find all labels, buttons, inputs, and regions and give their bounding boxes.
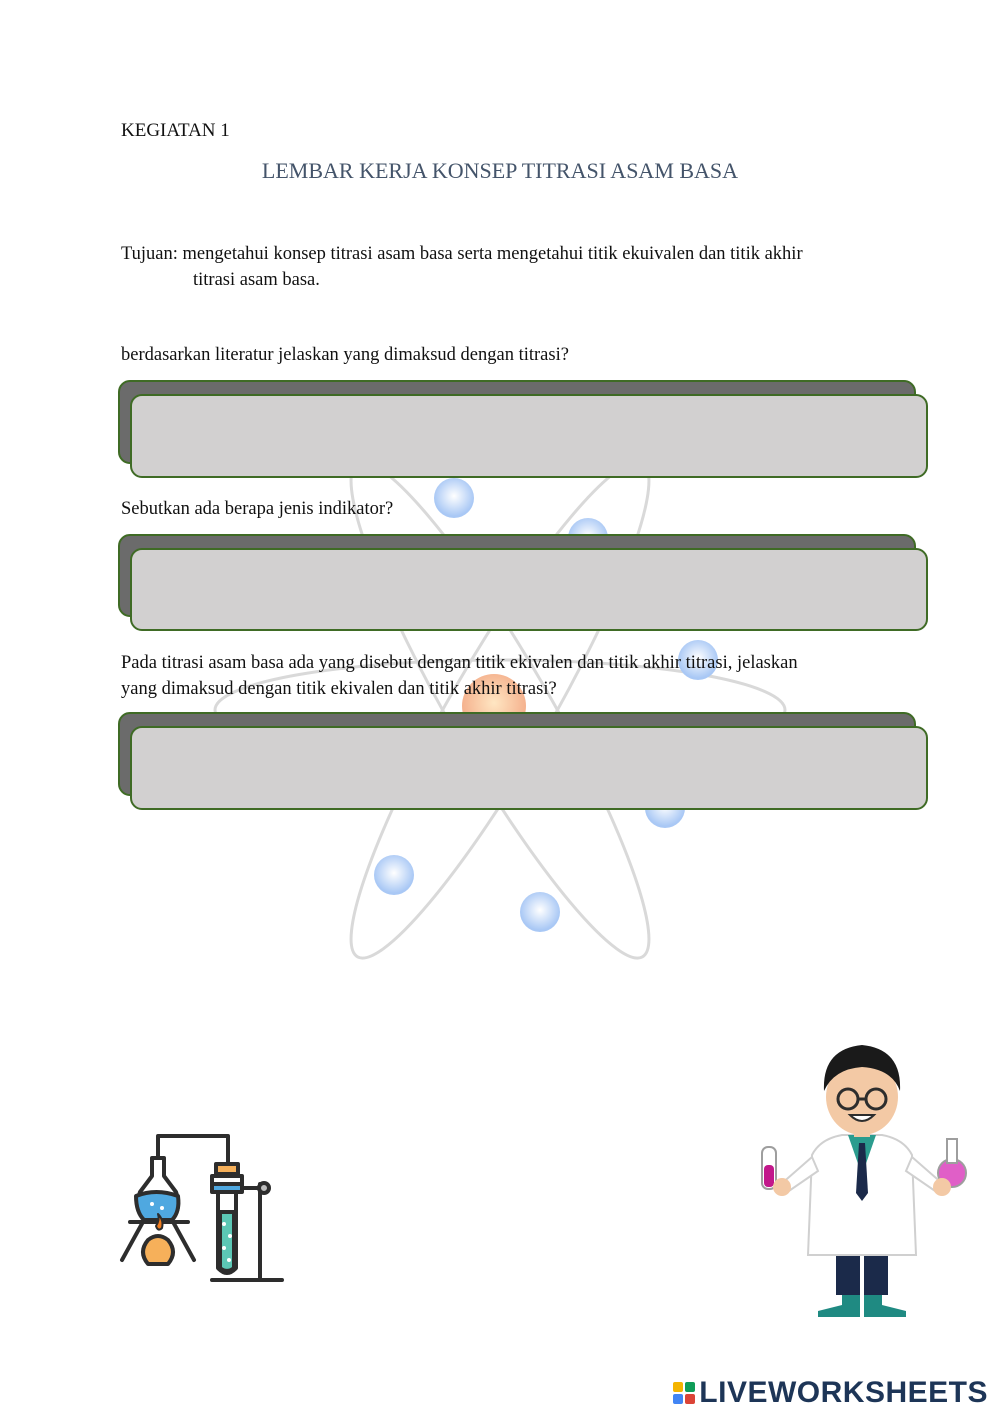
liveworksheets-brand: [673, 1376, 988, 1410]
answer-box-1[interactable]: [130, 394, 928, 478]
page-title: LEMBAR KERJA KONSEP TITRASI ASAM BASA: [261, 158, 739, 183]
answer-box-3-container: [118, 712, 928, 810]
objective-text: [121, 241, 901, 293]
question-1: berdasarkan literatur jelaskan yang dimaksud dengan titrasi?: [121, 345, 569, 365]
answer-box-2-container: [118, 534, 928, 631]
question-3-line-1: Pada titrasi asam basa ada yang disebut dengan titik ekivalen dan titik akhir titrasi, jelaskan: [121, 653, 798, 673]
lab-apparatus-illustration: [116, 1128, 286, 1288]
brand-name: LIVEWORKSHEETS: [699, 1376, 988, 1409]
question-2: Sebutkan ada berapa jenis indikator?: [121, 499, 394, 519]
answer-box-1-container: [118, 380, 928, 478]
objective-line-2: titrasi asam basa.: [193, 270, 320, 290]
question-3-line-2: yang dimaksud dengan titik ekivalen dan titik akhir titrasi?: [121, 679, 557, 699]
activity-label: KEGIATAN 1: [121, 120, 230, 141]
objective-line-1: Tujuan: mengetahui konsep titrasi asam basa serta mengetahui titik ekuivalen dan titik akhir: [121, 244, 803, 264]
answer-box-3[interactable]: [130, 726, 928, 810]
question-3: [121, 650, 901, 702]
brand-logo-icon: [673, 1382, 695, 1404]
answer-box-2[interactable]: [130, 548, 928, 631]
scientist-illustration: [752, 1035, 972, 1320]
